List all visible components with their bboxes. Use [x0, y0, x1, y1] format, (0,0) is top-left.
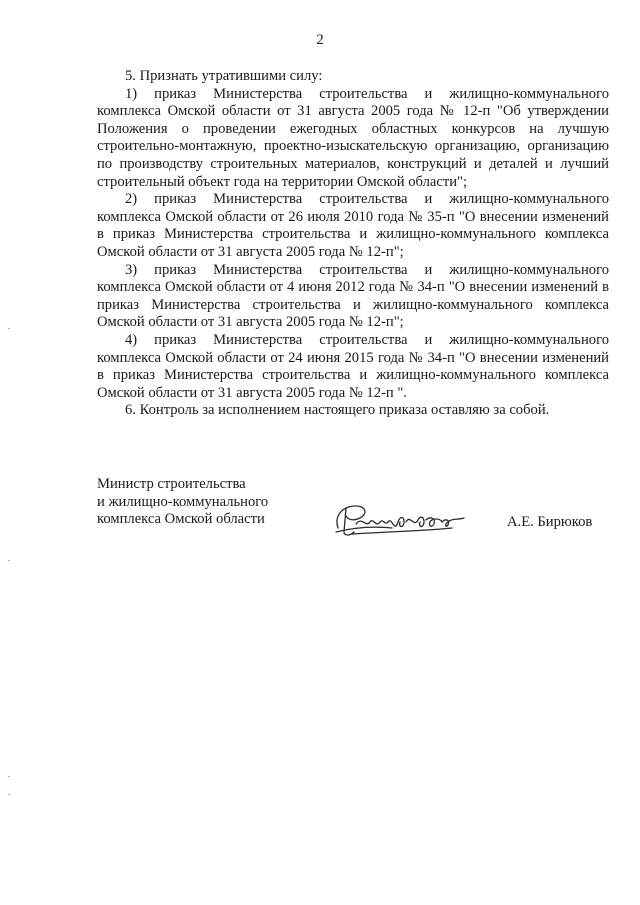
paragraph-subitem-4: 4) приказ Министерства строительства и жилищно-коммунального комплекса Омской области от 24 июня 2015 года № 34-п "О внесении изменений в приказ Министерства строительства и жилищно-коммунального комплекса Омской области от 31 августа 2005 года № 12-п ".	[97, 331, 609, 401]
document-body	[97, 68, 609, 420]
paragraph-item-5: 5. Признать утратившими силу:	[125, 68, 323, 84]
scan-artifact	[8, 794, 10, 795]
paragraph-item-6: 6. Контроль за исполнением настоящего приказа оставляю за собой.	[125, 402, 550, 419]
signatory-name: А.Е. Бирюков	[507, 514, 593, 530]
scan-artifact	[8, 560, 10, 561]
paragraph-subitem-3: 3) приказ Министерства строительства и жилищно-коммунального комплекса Омской области от 4 июня 2012 года № 34-п "О внесении изменений в приказ Министерства строительства и жилищно-коммунального комплекса Омской области от 31 августа 2005 года № 12-п";	[97, 261, 609, 331]
signatory-title	[97, 476, 297, 529]
scan-artifact	[8, 776, 10, 777]
page-number: 2	[316, 32, 324, 48]
paragraph-subitem-2: 2) приказ Министерства строительства и жилищно-коммунального комплекса Омской области от 26 июля 2010 года № 35-п "О внесении изменений в приказ Министерства строительства и жилищно-коммунального комплекса Омской области от 31 августа 2005 года № 12-п";	[97, 191, 609, 260]
signatory-title-line: и жилищно-коммунального	[97, 493, 269, 510]
handwritten-signature	[332, 498, 482, 542]
scan-artifact	[8, 328, 10, 329]
signatory-title-line: Министр строительства	[97, 476, 246, 492]
signatory-title-line: комплекса Омской области	[97, 511, 265, 528]
paragraph-subitem-1: 1) приказ Министерства строительства и жилищно-коммунального комплекса Омской области от 31 августа 2005 года № 12-п "Об утверждении Положения о проведении ежегодных областных конкурсов на лучшую строительно-монтажную, проектно-изыскательскую организацию, организацию по производству строительных материалов, конструкций и деталей и лучший строительный объект года на территории Омской области";	[97, 85, 609, 190]
signature-block	[97, 476, 609, 546]
